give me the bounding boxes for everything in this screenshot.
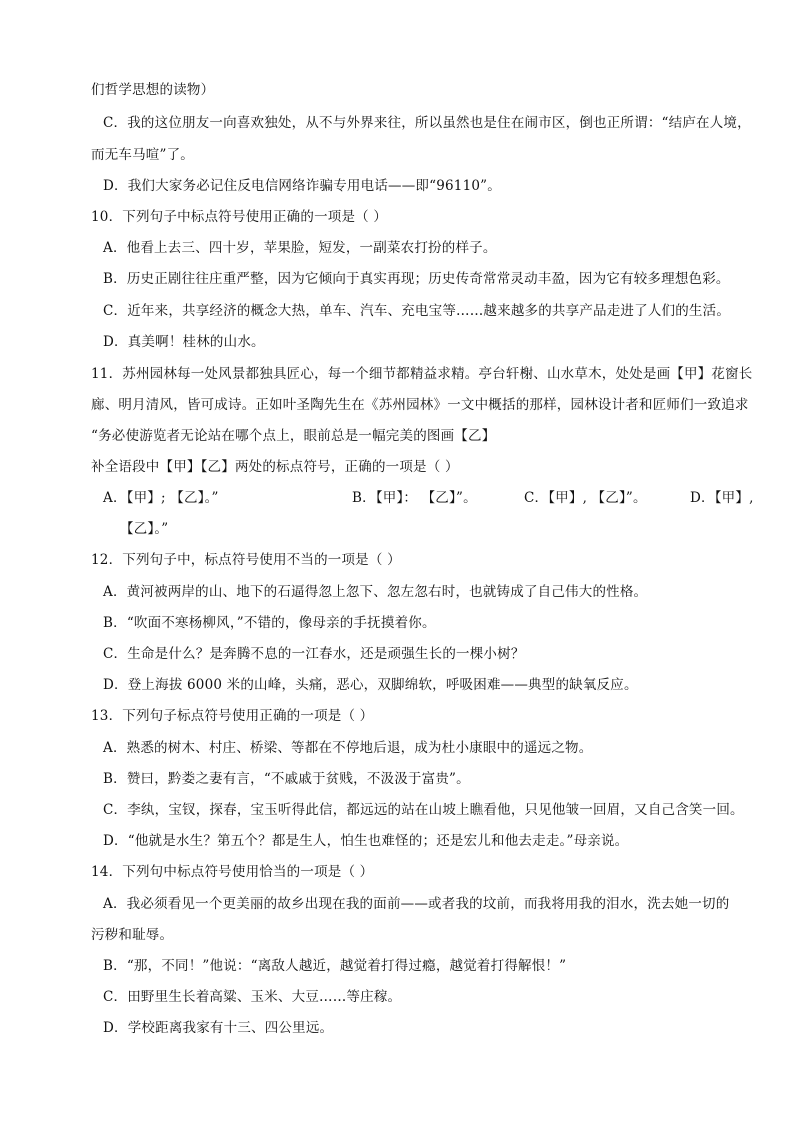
- question-11-line-1: 11．苏州园林每一处风景都独具匠心，每一个细节都精益求精。亭台轩榭、山水草木，处处是画【甲】花窗长: [91, 366, 753, 382]
- option-d: D．我们大家务必记住反电信网络诈骗专用电话——即“96110”。: [103, 178, 501, 194]
- q12-option-c: C．生命是什么？是奔腾不息的一江春水，还是顽强生长的一棵小树？: [103, 646, 525, 662]
- option-c-line-1: C．我的这位朋友一向喜欢独处，从不与外界来往，所以虽然也是住在闹市区，倒也正所谓：“结庐在人境，: [103, 115, 751, 131]
- q10-option-a: A．他看上去三、四十岁，苹果脸，短发，一副菜农打扮的样子。: [103, 240, 497, 256]
- q13-option-c: C．李纨，宝钗，探春，宝玉听得此信，都远远的站在山坡上瞧看他，只见他皱一回眉，又自己含笑一回。: [103, 802, 744, 818]
- q12-option-a: A．黄河被两岸的山、地下的石逼得忽上忽下、忽左忽右时，也就铸成了自己伟大的性格。: [103, 584, 648, 600]
- q10-option-d: D．真美啊！桂林的山水。: [103, 334, 265, 350]
- q14-option-c: C．田野里生长着高粱、玉米、大豆……等庄稼。: [103, 989, 402, 1005]
- q11-option-b: B．【甲】： 【乙】”。: [352, 490, 477, 506]
- option-c-line-2: 而无车马喧”了。: [91, 147, 195, 163]
- q14-option-b: B．“那，不同！”他说：“离敌人越近，越觉着打得过瘾，越觉着打得解恨！”: [103, 958, 567, 974]
- q14-option-a-line-2: 污秽和耻辱。: [91, 927, 174, 943]
- question-13: 13．下列句子标点符号使用正确的一项是（ ）: [91, 708, 374, 724]
- q13-option-a: A．熟悉的树木、村庄、桥梁、等都在不停地后退，成为杜小康眼中的遥远之物。: [103, 740, 593, 756]
- question-11-prompt: 补全语段中【甲】【乙】两处的标点符号，正确的一项是（ ）: [91, 459, 459, 475]
- q11-option-a: A．【甲】; 【乙】。”: [103, 490, 219, 506]
- q11-option-d: D．【甲】,: [690, 490, 754, 506]
- question-11-line-2: 廊、明月清风，皆可成诗。正如叶圣陶先生在《苏州园林》一文中概括的那样，园林设计者和匠师们一致追求: [91, 397, 749, 413]
- question-11-line-3: “务必使游览者无论站在哪个点上，眼前总是一幅完美的图画【乙】: [91, 428, 496, 444]
- q12-option-d: D．登上海拔 6000 米的山峰，头痛，恶心，双脚绵软，呼吸困难——典型的缺氧反应。: [103, 677, 638, 693]
- q11-option-c: C．【甲】, 【乙】”。: [524, 490, 647, 506]
- q10-option-b: B．历史正剧往往庄重严整，因为它倾向于真实再现；历史传奇常常灵动丰盈，因为它有较多理想色彩。: [103, 271, 730, 287]
- q10-option-c: C．近年来，共享经济的概念大热，单车、汽车、充电宝等……越来越多的共享产品走进了人们的生活。: [103, 303, 731, 319]
- q12-option-b: B．“吹面不寒杨柳风，”不错的，像母亲的手抚摸着你。: [103, 615, 436, 631]
- q14-option-a-line-1: A．我必须看见一个更美丽的故乡出现在我的面前——或者我的坟前，而我将用我的泪水，洗去她一切的: [103, 896, 730, 912]
- question-10: 10．下列句子中标点符号使用正确的一项是（ ）: [91, 209, 388, 225]
- question-14: 14．下列句中标点符号使用恰当的一项是（ ）: [91, 864, 374, 880]
- q13-option-b: B．赞曰，黔娄之妻有言，“不戚戚于贫贱，不汲汲于富贵”。: [103, 771, 470, 787]
- text-line: 们哲学思想的读物）: [91, 82, 215, 98]
- q14-option-d: D．学校距离我家有十三、四公里远。: [103, 1020, 334, 1036]
- question-12: 12．下列句子中，标点符号使用不当的一项是（ ）: [91, 552, 401, 568]
- q11-option-d-cont: 【乙】。”: [120, 521, 169, 537]
- q13-option-d: D．“他就是水生？第五个？都是生人，怕生也难怪的；还是宏儿和他去走走。”母亲说。: [103, 833, 629, 849]
